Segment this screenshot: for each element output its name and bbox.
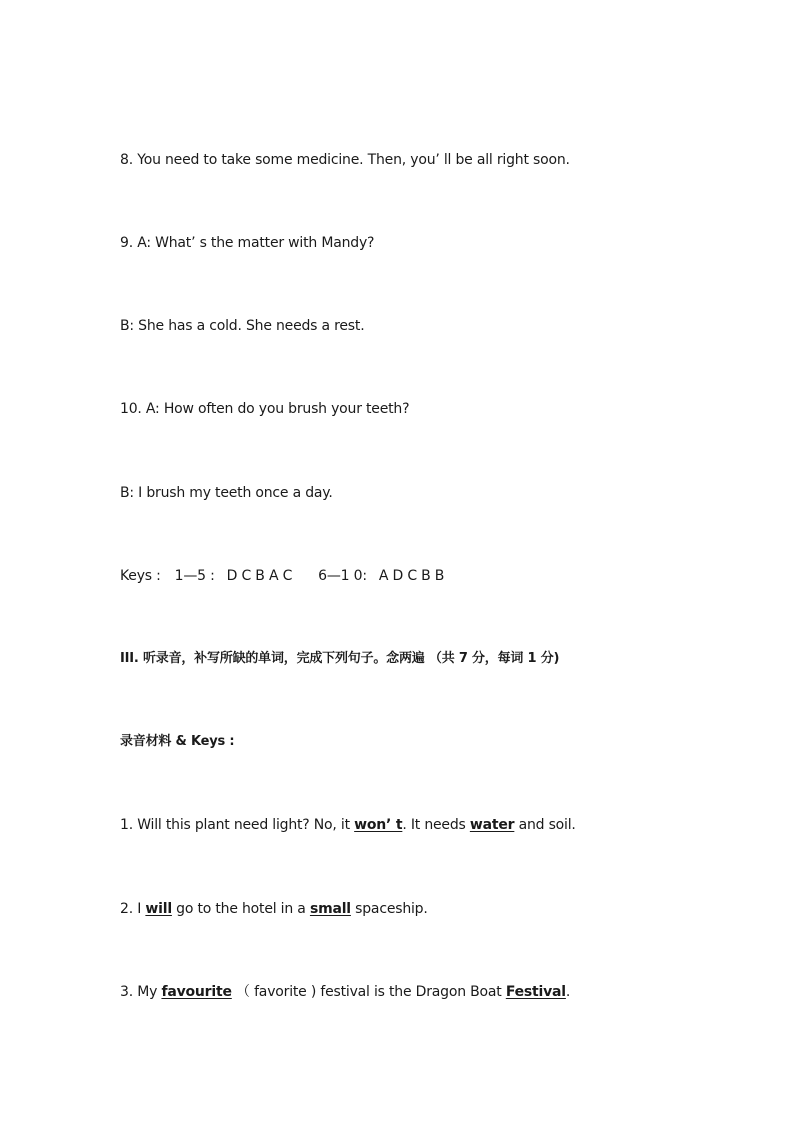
- listening-line-10a: 10. A: How often do you brush your teeth?: [120, 401, 410, 417]
- fill-sentence-3: [120, 983, 570, 1001]
- sentence-2-answer-1: will: [145, 901, 172, 917]
- sentence-1-answer-2: water: [469, 817, 515, 833]
- sentence-2-text-c: spaceship.: [350, 901, 428, 917]
- fill-sentence-1: [120, 816, 576, 834]
- section-3-heading: III. 听录音，补写所缺的单词，完成下列句子。念两遍 （共 7 分，每词 1 分): [120, 651, 560, 666]
- keys-answers-2: A D C B B: [378, 568, 445, 584]
- fill-sentence-2: [120, 900, 428, 918]
- keys-label: Keys :: [120, 568, 161, 584]
- sentence-2-text-a: 2. I: [120, 901, 146, 917]
- sentence-1-text-c: and soil.: [514, 817, 576, 833]
- sentence-2-text-b: go to the hotel in a: [171, 901, 310, 917]
- listening-line-9b: B: She has a cold. She needs a rest.: [120, 318, 365, 334]
- sentence-3-text-c: .: [565, 984, 571, 1000]
- sentence-1-text-a: 1. Will this plant need light? No, it: [120, 817, 355, 833]
- keys-range-2: 6—1 0:: [318, 568, 367, 584]
- sentence-1-answer-1: won’ t: [354, 817, 403, 833]
- sentence-1-text-b: . It needs: [402, 817, 470, 833]
- sentence-3-answer-1: favourite: [161, 984, 232, 1000]
- sentence-2-answer-2: small: [309, 901, 351, 917]
- section-3-subheading: 录音材料 & Keys :: [120, 734, 235, 749]
- keys-answers-1: D C B A C: [226, 568, 293, 584]
- sentence-3-text-a: 3. My: [120, 984, 162, 1000]
- sentence-3-text-b: （ favorite ) festival is the Dragon Boat: [231, 984, 506, 1000]
- keys-range-1: 1—5 :: [174, 568, 215, 584]
- listening-line-10b: B: I brush my teeth once a day.: [120, 485, 333, 501]
- listening-line-9a: 9. A: What’ s the matter with Mandy?: [120, 235, 375, 251]
- listening-line-8: 8. You need to take some medicine. Then, you’ ll be all right soon.: [120, 152, 570, 168]
- answer-keys-line: [120, 567, 444, 585]
- sentence-3-answer-2: Festival: [505, 984, 566, 1000]
